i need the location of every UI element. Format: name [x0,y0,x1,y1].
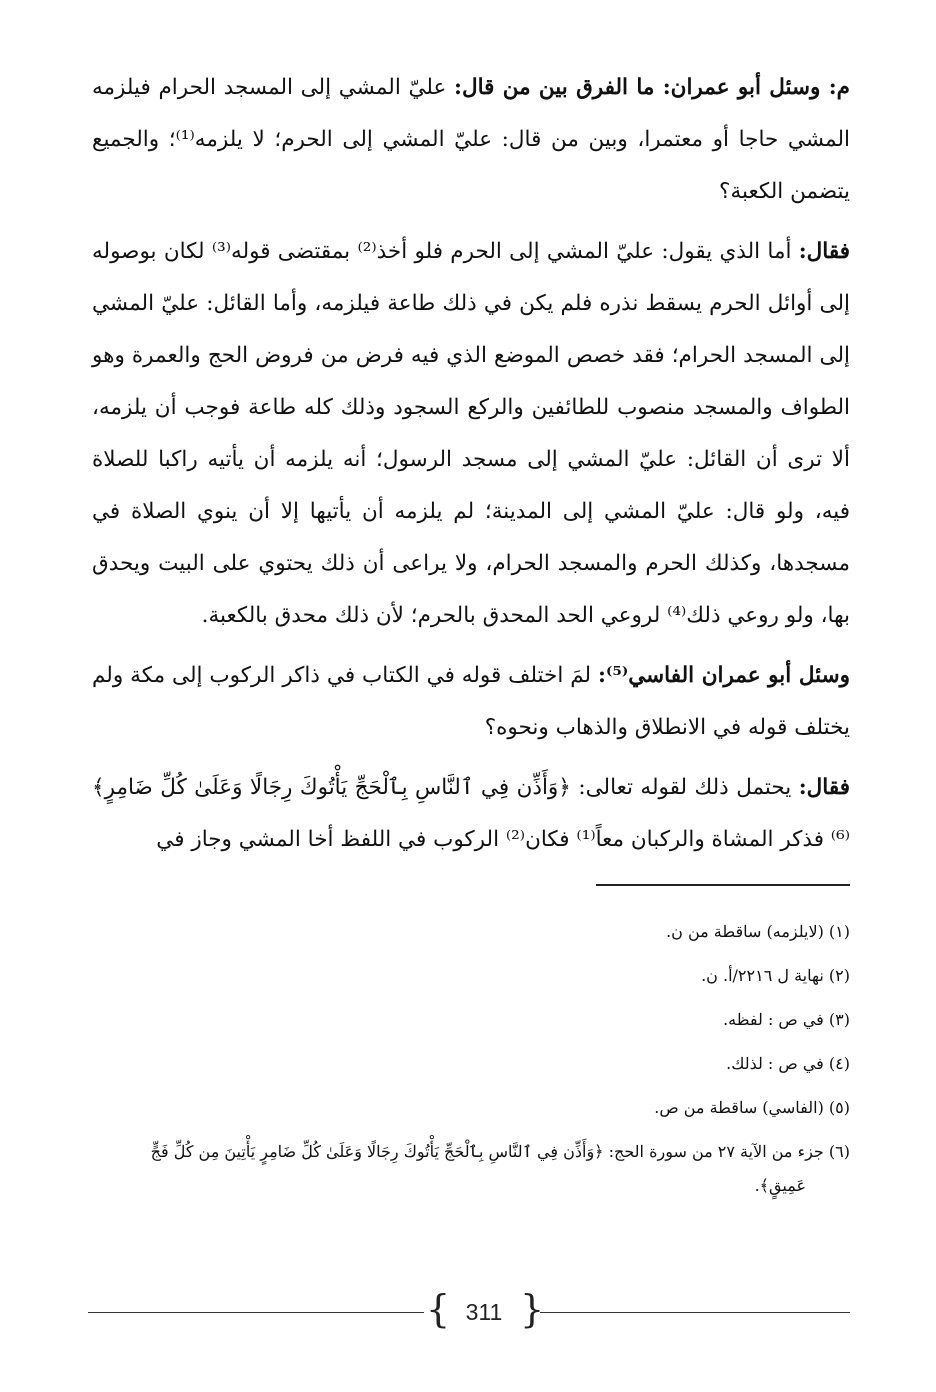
paragraph-question-1 [92,62,850,218]
footnote-2: (٢) نهاية ل ٢٢١٦/أ. ن. [701,966,850,985]
footnote-divider [596,884,850,886]
paragraph-lead: فقال: [798,239,850,264]
footnote-4: (٤) في ص : لذلك. [726,1054,850,1073]
paragraph-question-2 [92,650,850,754]
footer-rule-left [88,1312,424,1313]
main-text [92,62,850,874]
footer-rule-right [540,1312,850,1313]
footnote-5: (٥) (الفاسي) ساقطة من ص. [654,1098,850,1117]
paragraph-body: أما الذي يقول: عليّ المشي إلى الحرم فلو أخذ⁽²⁾ بمقتضى قوله⁽³⁾ لكان بوصوله إلى أوائل الحرم يسقط نذره فلم يكن في ذلك طاعة فيلزمه، وأما القائل: عليّ المشي إلى المسجد الحرام؛ فقد خصص الموضع الذي فيه فرض من فروض الحج والعمرة وهو الطواف والمسجد منصوب للطائفين والركع السجود وذلك كله طاعة فوجب أن يلزمه، ألا ترى أن القائل: عليّ المشي إلى مسجد الرسول؛ أنه يلزمه أن يأتيه راكبا للصلاة فيه، ولو قال: عليّ المشي إلى المدينة؛ لم يلزمه أن يأتيها إلا أن ينوي الصلاة في مسجدها، وكذلك الحرم والمسجد الحرام، ولا يراعى أن ذلك يحتوي على البيت ويحدق بها، ولو روعي ذلك⁽⁴⁾ لروعي الحد المحدق بالحرم؛ لأن ذلك محدق بالكعبة. [92,239,850,628]
page-number-bracket-open: { [426,1287,451,1331]
paragraph-body: عليّ المشي إلى المسجد الحرام فيلزمه المشي حاجا أو معتمرا، وبين من قال: عليّ المشي إلى الحرم؛ لا يلزمه⁽¹⁾؛ والجميع يتضمن الكعبة؟ [92,75,850,204]
paragraph-body: لمَ اختلف قوله في الكتاب في ذاكر الركوب إلى مكة ولم يختلف قوله في الانطلاق والذهاب ونحوه؟ [92,663,850,740]
footnote-3: (٣) في ص : لفظه. [723,1010,850,1029]
footnote-6: (٦) جزء من الآية ٢٧ من سورة الحج: ﴿وَأَذِّن فِي ٱلنَّاسِ بِٱلْحَجِّ يَأْتُوكَ رِجَالًا وَعَلَىٰ كُلِّ ضَامِرٍ يَأْتِينَ مِن كُلِّ فَجٍّ [150,1142,850,1161]
footnotes [92,910,850,1208]
footnote-1: (١) (لايلزمه) ساقطة من ن. [666,922,850,941]
paragraph-lead: م: وسئل أبو عمران: ما الفرق بين من قال: [454,75,850,100]
paragraph-answer-2 [92,762,850,866]
paragraph-lead: فقال: [798,775,850,800]
paragraph-lead: وسئل أبو عمران الفاسي⁽⁵⁾: [598,663,850,688]
page-footer [88,1287,850,1333]
page-number: 311 [465,1299,503,1325]
paragraph-body: يحتمل ذلك لقوله تعالى: ﴿وَأَذِّن فِي ٱلنَّاسِ بِٱلْحَجِّ يَأْتُوكَ رِجَالًا وَعَلَىٰ كُلِّ ضَامِرٍ﴾⁽⁶⁾ فذكر المشاة والركبان معاً⁽¹⁾ فكان⁽²⁾ الركوب في اللفظ أخا المشي وجاز في [92,775,850,852]
footnote-6-continuation: عَمِيقٍ﴾. [754,1176,806,1195]
paragraph-answer-1 [92,226,850,642]
page-number-bracket-close: } [520,1287,545,1331]
